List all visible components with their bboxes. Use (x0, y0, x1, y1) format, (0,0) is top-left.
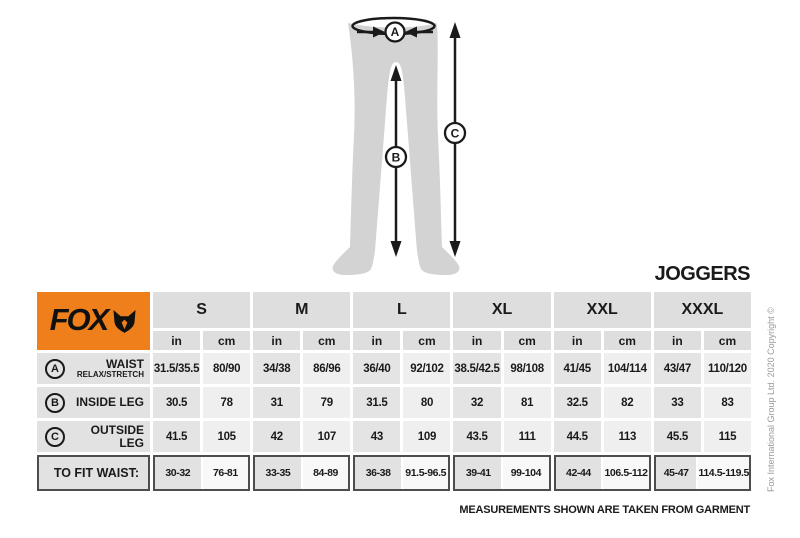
fit-group-l (353, 455, 450, 491)
value-b-xl-cm: 81 (504, 387, 551, 418)
value-a-m-cm: 86/96 (303, 353, 350, 384)
measure-b-badge: B (45, 393, 65, 413)
fit-group-s (153, 455, 250, 491)
size-header-xxl: XXL (554, 292, 651, 328)
badge-c-label: C (450, 126, 460, 141)
fit-group-xl (453, 455, 550, 491)
value-b-xxl-cm: 82 (604, 387, 651, 418)
row-label-main: WAIST (106, 357, 144, 371)
row-label-main: OUTSIDE LEG (90, 422, 144, 450)
value-c-s-cm: 105 (203, 421, 250, 452)
value-b-s-cm: 78 (203, 387, 250, 418)
value-c-xl-cm: 111 (504, 421, 551, 452)
fit-value-xxxl-in: 45-47 (656, 457, 697, 489)
fit-value-l-cm: 91.5-96.5 (403, 457, 449, 489)
copyright-text: Fox International Group Ltd. 2020 Copyright © (766, 307, 776, 492)
value-b-xxxl-in: 33 (654, 387, 701, 418)
value-c-m-cm: 107 (303, 421, 350, 452)
value-c-xxl-cm: 113 (604, 421, 651, 452)
value-a-m-in: 34/38 (253, 353, 300, 384)
fit-value-m-in: 33-35 (255, 457, 301, 489)
value-c-m-in: 42 (253, 421, 300, 452)
fit-value-xxl-in: 42-44 (556, 457, 602, 489)
fit-value-l-in: 36-38 (355, 457, 401, 489)
measure-c-badge: C (45, 427, 65, 447)
unit-header-cm: cm (203, 331, 250, 350)
value-b-m-cm: 79 (303, 387, 350, 418)
value-b-s-in: 30.5 (153, 387, 200, 418)
value-a-s-in: 31.5/35.5 (153, 353, 200, 384)
size-header-xxxl: XXXL (654, 292, 751, 328)
row-label-inside-leg (37, 387, 150, 418)
fox-head-icon (112, 309, 137, 334)
to-fit-waist-label: TO FIT WAIST: (37, 455, 150, 491)
fit-value-xxl-cm: 106.5-112 (603, 457, 649, 489)
size-header-l: L (353, 292, 450, 328)
value-a-xl-in: 38.5/42.5 (453, 353, 500, 384)
fit-value-xxxl-cm: 114.5-119.5 (698, 457, 749, 489)
page-title: JOGGERS (654, 263, 750, 285)
value-c-xxxl-in: 45.5 (654, 421, 701, 452)
value-b-xxl-in: 32.5 (554, 387, 601, 418)
value-b-xxxl-cm: 83 (704, 387, 751, 418)
value-a-xxl-cm: 104/114 (604, 353, 651, 384)
unit-header-in: in (353, 331, 400, 350)
unit-header-cm: cm (704, 331, 751, 350)
value-a-l-cm: 92/102 (403, 353, 450, 384)
row-label-text (76, 396, 144, 409)
value-a-l-in: 36/40 (353, 353, 400, 384)
unit-header-in: in (554, 331, 601, 350)
size-header-s: S (153, 292, 250, 328)
value-c-xxxl-cm: 115 (704, 421, 751, 452)
measure-a-badge: A (45, 359, 65, 379)
row-label-text (77, 358, 144, 379)
row-label-main: INSIDE LEG (75, 395, 144, 410)
fox-logo-text: FOX (49, 302, 108, 337)
value-b-l-in: 31.5 (353, 387, 400, 418)
unit-header-in: in (453, 331, 500, 350)
joggers-measurement-diagram (330, 5, 490, 285)
value-b-xl-in: 32 (453, 387, 500, 418)
unit-header-in: in (153, 331, 200, 350)
size-header-m: M (253, 292, 350, 328)
badge-a-label: A (390, 25, 400, 39)
value-b-l-cm: 80 (403, 387, 450, 418)
fit-value-s-in: 30-32 (155, 457, 201, 489)
unit-header-cm: cm (504, 331, 551, 350)
fit-value-m-cm: 84-89 (303, 457, 349, 489)
size-table (37, 292, 751, 491)
unit-header-in: in (654, 331, 701, 350)
fit-group-m (253, 455, 350, 491)
row-label-text (65, 424, 144, 449)
fit-group-xxl (554, 455, 651, 491)
unit-header-in: in (253, 331, 300, 350)
badge-b-label: B (391, 150, 401, 165)
value-c-l-in: 43 (353, 421, 400, 452)
unit-header-cm: cm (604, 331, 651, 350)
row-label-sub: RELAX/STRETCH (76, 369, 144, 379)
value-a-s-cm: 80/90 (203, 353, 250, 384)
fit-value-xl-in: 39-41 (455, 457, 501, 489)
unit-header-cm: cm (403, 331, 450, 350)
value-a-xxxl-cm: 110/120 (704, 353, 751, 384)
value-c-l-cm: 109 (403, 421, 450, 452)
joggers-diagram-svg (330, 5, 490, 285)
value-c-xl-in: 43.5 (453, 421, 500, 452)
fox-logo (37, 292, 150, 350)
measurement-footnote: MEASUREMENTS SHOWN ARE TAKEN FROM GARMENT (459, 504, 750, 516)
unit-header-cm: cm (303, 331, 350, 350)
fit-group-xxxl (654, 455, 751, 491)
fit-value-xl-cm: 99-104 (503, 457, 549, 489)
value-a-xl-cm: 98/108 (504, 353, 551, 384)
row-label-waist (37, 353, 150, 384)
size-header-xl: XL (453, 292, 550, 328)
value-a-xxl-in: 41/45 (554, 353, 601, 384)
value-b-m-in: 31 (253, 387, 300, 418)
fit-value-s-cm: 76-81 (203, 457, 249, 489)
value-c-s-in: 41.5 (153, 421, 200, 452)
value-c-xxl-in: 44.5 (554, 421, 601, 452)
value-a-xxxl-in: 43/47 (654, 353, 701, 384)
row-label-outside-leg (37, 421, 150, 452)
